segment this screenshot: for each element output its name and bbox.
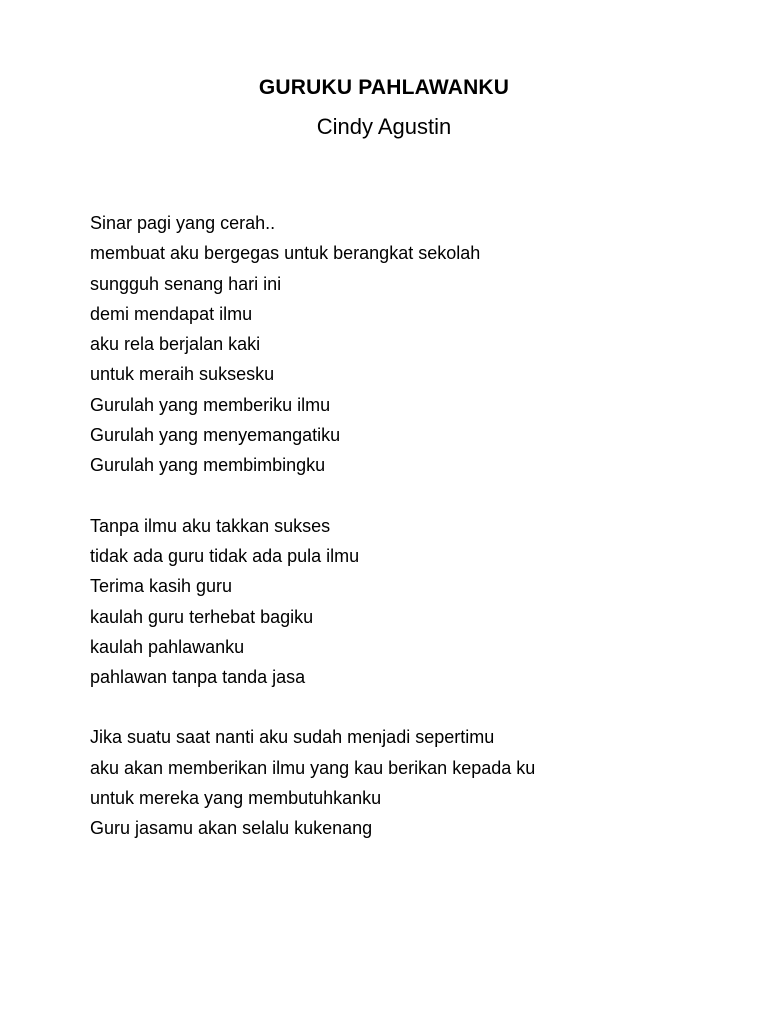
poem-line: sungguh senang hari ini: [90, 273, 282, 294]
poem-line: membuat aku bergegas untuk berangkat sekolah: [90, 243, 481, 264]
stanza-2: [90, 511, 730, 693]
poem-line: untuk mereka yang membutuhkanku: [90, 788, 382, 809]
poem-title: GURUKU PAHLAWANKU: [258, 76, 510, 99]
poem-line: Jika suatu saat nanti aku sudah menjadi sepertimu: [90, 727, 495, 748]
stanza-3: [90, 722, 730, 843]
poem-line: aku rela berjalan kaki: [90, 334, 261, 355]
poem-line: tidak ada guru tidak ada pula ilmu: [90, 545, 360, 566]
poem-line: kaulah guru terhebat bagiku: [90, 606, 314, 627]
poem-line: Tanpa ilmu aku takkan sukses: [90, 515, 331, 536]
poem-body: [90, 208, 730, 874]
poem-line: untuk meraih suksesku: [90, 364, 275, 385]
poem-author: Cindy Agustin: [316, 114, 452, 139]
poem-line: Terima kasih guru: [90, 576, 233, 597]
poem-line: Gurulah yang menyemangatiku: [90, 425, 341, 446]
poem-line: demi mendapat ilmu: [90, 303, 253, 324]
poem-line: pahlawan tanpa tanda jasa: [90, 667, 306, 688]
poem-line: Gurulah yang memberiku ilmu: [90, 394, 331, 415]
stanza-1: [90, 208, 730, 481]
poem-line: kaulah pahlawanku: [90, 636, 245, 657]
poem-line: Guru jasamu akan selalu kukenang: [90, 818, 373, 839]
poem-line: Sinar pagi yang cerah..: [90, 213, 276, 233]
poem-line: Gurulah yang membimbingku: [90, 455, 326, 476]
poem-line: aku akan memberikan ilmu yang kau berikan kepada ku: [90, 757, 536, 778]
